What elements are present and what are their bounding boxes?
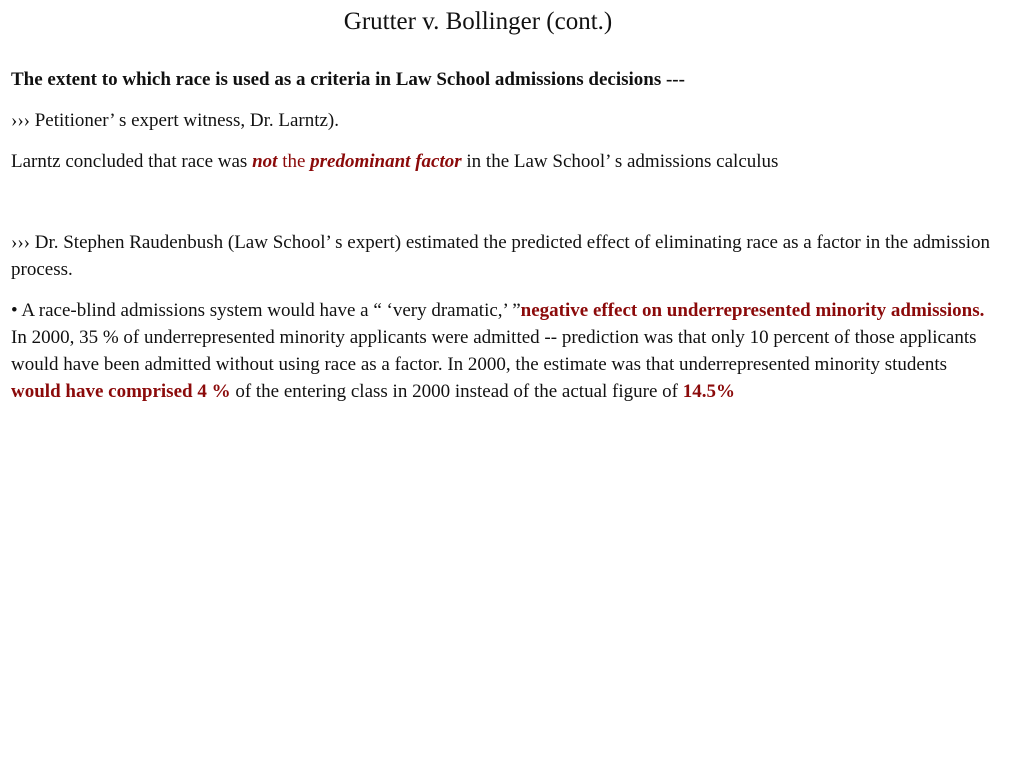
bullet-text-start: • A race-blind admissions system would have a “ ‘very dramatic,’ ” <box>11 300 521 321</box>
emphasis-would-have-comprised: would have comprised 4 % <box>11 381 231 402</box>
petitioner-expert-line: ››› Petitioner’ s expert witness, Dr. Larntz). <box>11 110 340 131</box>
bullet-text-middle: In 2000, 35 % of underrepresented minority applicants were admitted -- prediction was that only 10 percent of those applicants would have been admitted without using race as a factor. In 2000, the estimate was that underrepresented minority students <box>11 327 977 375</box>
larntz-text-start: Larntz concluded that race was <box>11 151 253 172</box>
emphasis-actual-figure: 14.5% <box>682 381 735 402</box>
raudenbush-line: ››› Dr. Stephen Raudenbush (Law School’ s expert) estimated the predicted effect of eliminating race as a factor in the admission process. <box>11 232 991 280</box>
slide-title: Grutter v. Bollinger (cont.) <box>343 8 613 35</box>
bullet-text-end: of the entering class in 2000 instead of the actual figure of <box>230 381 683 402</box>
larntz-text-the: the <box>277 151 311 172</box>
larntz-text-end: in the Law School’ s admissions calculus <box>461 151 779 172</box>
paragraph-spacer <box>11 189 1001 229</box>
emphasis-not: not <box>252 151 278 172</box>
race-blind-bullet <box>11 297 1001 405</box>
larntz-conclusion <box>11 148 1001 175</box>
emphasis-negative-effect: negative effect on underrepresented minority admissions. <box>520 300 985 321</box>
section-heading: The extent to which race is used as a criteria in Law School admissions decisions --- <box>11 69 685 90</box>
slide-body <box>11 66 1001 419</box>
emphasis-predominant-factor: predominant factor <box>310 151 462 172</box>
